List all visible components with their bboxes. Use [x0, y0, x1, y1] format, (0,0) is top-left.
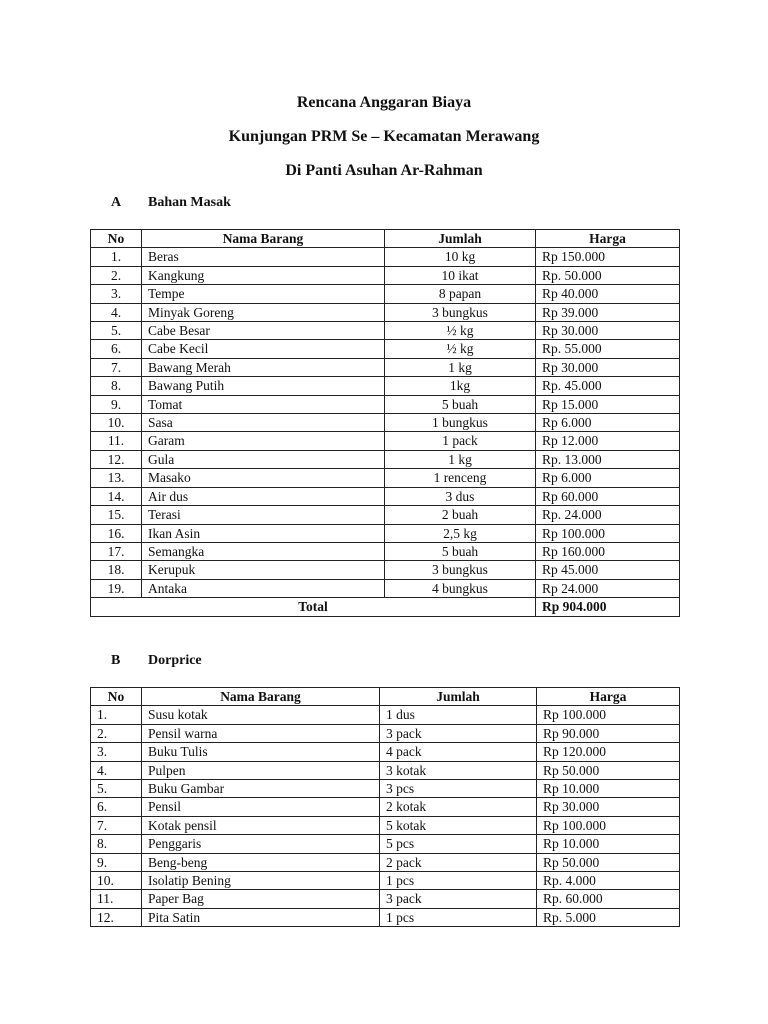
cell-quantity: 1 kg [385, 450, 536, 468]
cell-quantity: 1 renceng [385, 469, 536, 487]
cell-price: Rp. 4.000 [537, 872, 680, 890]
total-row [91, 598, 680, 616]
table-row [91, 469, 680, 487]
cell-no: 11. [91, 432, 142, 450]
cell-no: 6. [91, 798, 142, 816]
cell-price: Rp 100.000 [536, 524, 680, 542]
cell-no: 5. [91, 322, 142, 340]
cell-price: Rp 120.000 [537, 743, 680, 761]
cell-item-name: Cabe Besar [142, 322, 385, 340]
cell-price: Rp. 45.000 [536, 377, 680, 395]
cell-price: Rp 45.000 [536, 561, 680, 579]
cell-quantity: 1 pcs [380, 872, 537, 890]
cell-item-name: Kangkung [142, 266, 385, 284]
cell-no: 17. [91, 542, 142, 560]
cell-price: Rp 60.000 [536, 487, 680, 505]
cell-item-name: Buku Tulis [142, 743, 380, 761]
cell-item-name: Paper Bag [142, 890, 380, 908]
cell-quantity: 3 dus [385, 487, 536, 505]
cell-no: 2. [91, 724, 142, 742]
cell-quantity: 1kg [385, 377, 536, 395]
cell-quantity: 1 bungkus [385, 414, 536, 432]
section-b-letter: B [111, 653, 121, 668]
cell-item-name: Tomat [142, 395, 385, 413]
cell-item-name: Pensil [142, 798, 380, 816]
table-row [91, 579, 680, 597]
cell-price: Rp 90.000 [537, 724, 680, 742]
cell-quantity: 3 bungkus [385, 561, 536, 579]
col-header-qty: Jumlah [380, 688, 537, 706]
table-row [91, 377, 680, 395]
cell-item-name: Semangka [142, 542, 385, 560]
cell-item-name: Ikan Asin [142, 524, 385, 542]
cell-item-name: Terasi [142, 506, 385, 524]
col-header-qty: Jumlah [385, 230, 536, 248]
cell-item-name: Beras [142, 248, 385, 266]
cell-quantity: 3 pcs [380, 780, 537, 798]
cell-quantity: ½ kg [385, 340, 536, 358]
document-title: Rencana Anggaran Biaya [296, 94, 472, 111]
cell-item-name: Cabe Kecil [142, 340, 385, 358]
cell-item-name: Kotak pensil [142, 816, 380, 834]
section-b-title: Dorprice [148, 653, 202, 668]
table-row [91, 816, 680, 834]
cell-quantity: 1 kg [385, 358, 536, 376]
cell-price: Rp 30.000 [537, 798, 680, 816]
cell-quantity: 2 pack [380, 853, 537, 871]
document-subtitle: Kunjungan PRM Se – Kecamatan Merawang [228, 128, 540, 145]
bahan-masak-table [90, 229, 680, 617]
cell-quantity: 1 pcs [380, 908, 537, 926]
table-row [91, 322, 680, 340]
col-header-name: Nama Barang [142, 230, 385, 248]
cell-quantity: 5 pcs [380, 835, 537, 853]
dorprice-table [90, 687, 680, 927]
table-row [91, 561, 680, 579]
cell-quantity: 3 kotak [380, 761, 537, 779]
cell-item-name: Buku Gambar [142, 780, 380, 798]
table-row [91, 487, 680, 505]
cell-no: 16. [91, 524, 142, 542]
cell-no: 11. [91, 890, 142, 908]
cell-item-name: Pita Satin [142, 908, 380, 926]
table-row [91, 780, 680, 798]
cell-no: 7. [91, 358, 142, 376]
col-header-no: No [91, 230, 142, 248]
cell-item-name: Pensil warna [142, 724, 380, 742]
document-location: Di Panti Asuhan Ar-Rahman [285, 162, 483, 179]
cell-item-name: Isolatip Bening [142, 872, 380, 890]
cell-item-name: Penggaris [142, 835, 380, 853]
cell-price: Rp 100.000 [537, 816, 680, 834]
cell-no: 1. [91, 706, 142, 724]
table-row [91, 395, 680, 413]
cell-no: 2. [91, 266, 142, 284]
cell-item-name: Susu kotak [142, 706, 380, 724]
cell-price: Rp. 24.000 [536, 506, 680, 524]
cell-no: 14. [91, 487, 142, 505]
cell-no: 9. [91, 395, 142, 413]
cell-quantity: 2,5 kg [385, 524, 536, 542]
col-header-no: No [91, 688, 142, 706]
cell-item-name: Kerupuk [142, 561, 385, 579]
cell-quantity: 2 buah [385, 506, 536, 524]
cell-price: Rp 39.000 [536, 303, 680, 321]
cell-price: Rp 50.000 [537, 853, 680, 871]
cell-price: Rp. 55.000 [536, 340, 680, 358]
cell-item-name: Pulpen [142, 761, 380, 779]
cell-quantity: 10 ikat [385, 266, 536, 284]
cell-no: 13. [91, 469, 142, 487]
cell-quantity: 3 bungkus [385, 303, 536, 321]
cell-no: 12. [91, 908, 142, 926]
cell-price: Rp. 50.000 [536, 266, 680, 284]
cell-item-name: Beng-beng [142, 853, 380, 871]
cell-no: 8. [91, 835, 142, 853]
col-header-price: Harga [537, 688, 680, 706]
cell-no: 8. [91, 377, 142, 395]
cell-no: 12. [91, 450, 142, 468]
total-value: Rp 904.000 [536, 598, 680, 616]
cell-item-name: Garam [142, 432, 385, 450]
table-row [91, 798, 680, 816]
cell-price: Rp 30.000 [536, 358, 680, 376]
cell-no: 1. [91, 248, 142, 266]
cell-price: Rp. 60.000 [537, 890, 680, 908]
table-row [91, 872, 680, 890]
cell-no: 4. [91, 303, 142, 321]
table-row [91, 414, 680, 432]
table-row [91, 743, 680, 761]
cell-price: Rp 10.000 [537, 780, 680, 798]
cell-price: Rp 6.000 [536, 469, 680, 487]
cell-price: Rp 40.000 [536, 285, 680, 303]
table-row [91, 524, 680, 542]
cell-price: Rp 10.000 [537, 835, 680, 853]
cell-price: Rp. 5.000 [537, 908, 680, 926]
table-row [91, 706, 680, 724]
cell-quantity: 3 pack [380, 890, 537, 908]
table-row [91, 542, 680, 560]
cell-price: Rp 24.000 [536, 579, 680, 597]
cell-quantity: 4 bungkus [385, 579, 536, 597]
cell-item-name: Sasa [142, 414, 385, 432]
total-label: Total [91, 598, 536, 616]
table-row [91, 835, 680, 853]
cell-quantity: 3 pack [380, 724, 537, 742]
cell-quantity: 10 kg [385, 248, 536, 266]
table-row [91, 303, 680, 321]
table-header-row [91, 688, 680, 706]
cell-quantity: ½ kg [385, 322, 536, 340]
cell-item-name: Antaka [142, 579, 385, 597]
table-header-row [91, 230, 680, 248]
cell-no: 18. [91, 561, 142, 579]
cell-no: 3. [91, 743, 142, 761]
cell-no: 15. [91, 506, 142, 524]
cell-no: 10. [91, 872, 142, 890]
cell-quantity: 5 buah [385, 395, 536, 413]
table-row [91, 358, 680, 376]
cell-price: Rp 30.000 [536, 322, 680, 340]
table-row [91, 853, 680, 871]
table-row [91, 506, 680, 524]
cell-no: 5. [91, 780, 142, 798]
cell-price: Rp 12.000 [536, 432, 680, 450]
cell-quantity: 4 pack [380, 743, 537, 761]
cell-quantity: 5 kotak [380, 816, 537, 834]
cell-item-name: Bawang Merah [142, 358, 385, 376]
cell-item-name: Air dus [142, 487, 385, 505]
cell-no: 19. [91, 579, 142, 597]
cell-price: Rp 15.000 [536, 395, 680, 413]
cell-item-name: Gula [142, 450, 385, 468]
cell-no: 3. [91, 285, 142, 303]
table-row [91, 724, 680, 742]
cell-price: Rp 100.000 [537, 706, 680, 724]
cell-quantity: 2 kotak [380, 798, 537, 816]
cell-price: Rp 6.000 [536, 414, 680, 432]
cell-price: Rp 50.000 [537, 761, 680, 779]
cell-no: 9. [91, 853, 142, 871]
table-row [91, 285, 680, 303]
table-row [91, 266, 680, 284]
table-row [91, 450, 680, 468]
cell-no: 4. [91, 761, 142, 779]
cell-quantity: 1 dus [380, 706, 537, 724]
cell-price: Rp. 13.000 [536, 450, 680, 468]
table-row [91, 890, 680, 908]
col-header-price: Harga [536, 230, 680, 248]
cell-item-name: Bawang Putih [142, 377, 385, 395]
col-header-name: Nama Barang [142, 688, 380, 706]
cell-quantity: 1 pack [385, 432, 536, 450]
cell-quantity: 5 buah [385, 542, 536, 560]
table-row [91, 248, 680, 266]
table-row [91, 340, 680, 358]
cell-quantity: 8 papan [385, 285, 536, 303]
cell-price: Rp 150.000 [536, 248, 680, 266]
cell-item-name: Minyak Goreng [142, 303, 385, 321]
cell-item-name: Tempe [142, 285, 385, 303]
section-a-title: Bahan Masak [148, 195, 231, 210]
section-a-letter: A [111, 195, 122, 210]
table-row [91, 761, 680, 779]
cell-price: Rp 160.000 [536, 542, 680, 560]
table-row [91, 908, 680, 926]
cell-no: 10. [91, 414, 142, 432]
cell-item-name: Masako [142, 469, 385, 487]
table-row [91, 432, 680, 450]
cell-no: 6. [91, 340, 142, 358]
cell-no: 7. [91, 816, 142, 834]
